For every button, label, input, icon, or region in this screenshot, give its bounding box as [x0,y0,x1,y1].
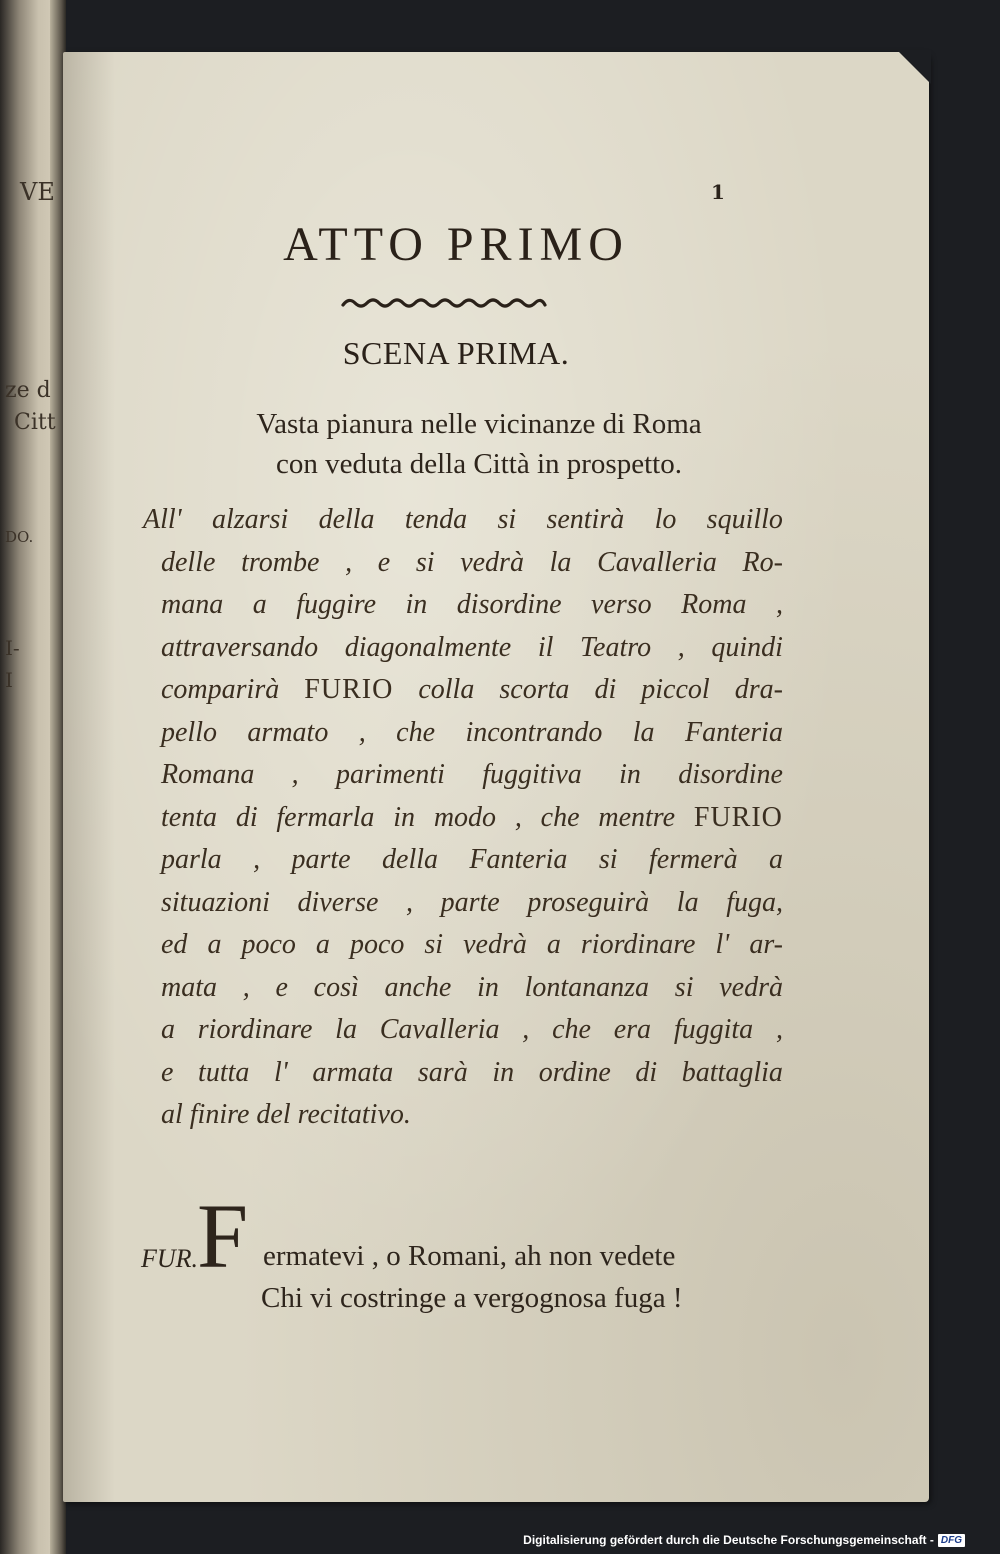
stage-direction-line: a riordinare la Cavalleria , che era fuggita , [161,1014,783,1045]
speech-line: ermatevi , o Romani, ah non vedete [263,1240,676,1272]
scene-setting [46,404,912,484]
stage-direction-line: attraversando diagonalmente il Teatro , quindi [161,631,783,663]
facing-page-fragment: I [5,668,13,692]
stage-direction-line: mana a fuggire in disordine verso Roma , [161,589,783,620]
stage-direction-line: tenta di fermarla in modo , che mentre FURIO [161,801,783,833]
facing-page-fragment: ze d [5,378,51,403]
dfg-logo: DFG [938,1534,965,1547]
page-number: 1 [711,180,725,204]
facing-page-fragment: I- [5,636,20,660]
stage-direction-line: delle trombe , e si vedrà la Cavalleria Ro- [161,546,783,578]
stage-direction [143,499,783,1137]
stage-direction-line: comparirà FURIO colla scorta di piccol dra- [161,674,783,705]
stage-direction-line: ed a poco a poco si vedrà a riordinare l' ar- [161,929,783,960]
facing-page-fragment: Citt [14,410,56,435]
facing-page-fragment: DO. [5,528,34,546]
ornament-divider [341,296,547,310]
stage-direction-line: mata , e così anche in lontananza si vedrà [161,971,783,1003]
speech-line: Chi vi costringe a vergognosa fuga ! [261,1282,683,1314]
footer-text: Digitalisierung gefördert durch die Deutsche Forschungsgemeinschaft - [523,1533,934,1547]
stage-direction-line: al finire del recitativo. [161,1099,411,1130]
page-corner-fold [897,50,931,84]
speaker-name: FUR. [141,1244,199,1273]
stage-direction-line: Romana , parimenti fuggitiva in disordine [161,759,783,790]
stage-direction-line: situazioni diverse , parte proseguirà la fuga, [161,886,783,918]
digitization-footer [523,1533,965,1547]
stage-direction-line: All' alzarsi della tenda si sentirà lo squillo [143,504,783,535]
stage-direction-line: parla , parte della Fanteria si fermerà a [161,844,783,875]
book-page [63,52,929,1502]
act-title: ATTO PRIMO [283,218,629,271]
drop-cap: F [197,1185,249,1287]
setting-line: con veduta della Città in prospetto. [276,448,682,480]
stage-direction-line: pello armato , che incontrando la Fanteria [161,716,783,748]
facing-page-fragment: VE [20,178,55,206]
setting-line: Vasta pianura nelle vicinanze di Roma [256,408,702,440]
scene-title: SCENA PRIMA. [342,335,570,371]
stage-direction-line: e tutta l' armata sarà in ordine di battaglia [161,1056,783,1088]
